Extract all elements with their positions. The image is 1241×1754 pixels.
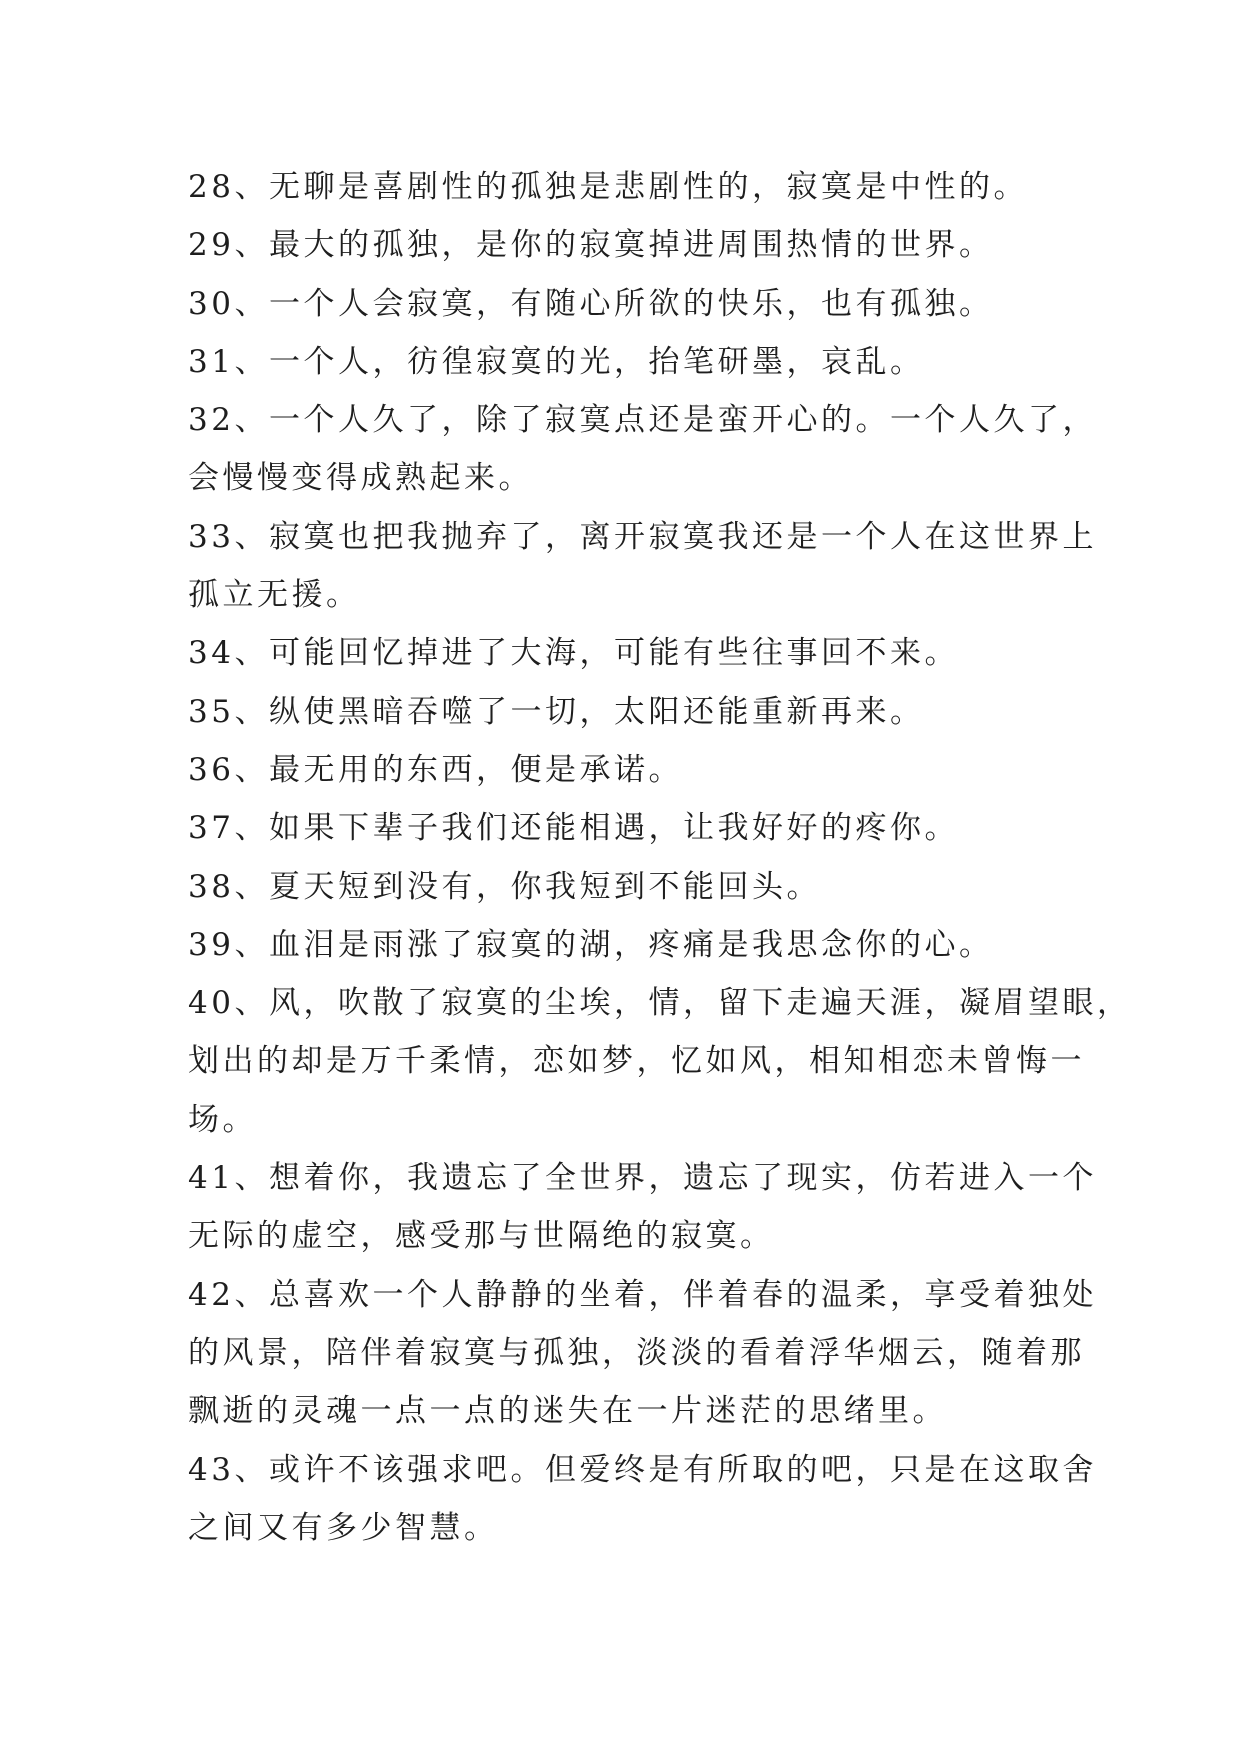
text-line: 35、纵使黑暗吞噬了一切，太阳还能重新再来。: [188, 693, 925, 730]
text-line: 32、一个人久了，除了寂寞点还是蛮开心的。一个人久了，: [188, 402, 1097, 439]
text-line: 孤立无援。: [188, 577, 361, 614]
text-line: 的风景，陪伴着寂寞与孤独，淡淡的看着浮华烟云，随着那: [188, 1334, 1085, 1371]
text-line: 会慢慢变得成熟起来。: [188, 460, 533, 497]
text-line: 33、寂寞也把我抛弃了，离开寂寞我还是一个人在这世界上: [188, 518, 1097, 555]
text-line: 40、风，吹散了寂寞的尘埃，情，留下走遍天涯，凝眉望眼，: [188, 985, 1132, 1022]
text-line: 飘逝的灵魂一点一点的迷失在一片迷茫的思绪里。: [188, 1393, 947, 1430]
text-line: 41、想着你，我遗忘了全世界，遗忘了现实，仿若进入一个: [188, 1160, 1097, 1197]
text-line: 无际的虚空，感受那与世隔绝的寂寞。: [188, 1218, 775, 1255]
text-line: 39、血泪是雨涨了寂寞的湖，疼痛是我思念你的心。: [188, 926, 994, 963]
text-line: 43、或许不该强求吧。但爱终是有所取的吧，只是在这取舍: [188, 1451, 1097, 1488]
text-line: 30、一个人会寂寞，有随心所欲的快乐，也有孤独。: [188, 285, 994, 322]
text-line: 场。: [188, 1101, 257, 1138]
text-line: 31、一个人，彷徨寂寞的光，抬笔研墨，哀乱。: [188, 343, 925, 380]
text-line: 之间又有多少智慧。: [188, 1509, 499, 1546]
text-line: 42、总喜欢一个人静静的坐着，伴着春的温柔，享受着独处: [188, 1276, 1097, 1313]
text-line: 37、如果下辈子我们还能相遇，让我好好的疼你。: [188, 810, 959, 847]
text-line: 38、夏天短到没有，你我短到不能回头。: [188, 868, 821, 905]
text-line: 36、最无用的东西，便是承诺。: [188, 751, 683, 788]
text-line: 划出的却是万千柔情，恋如梦，忆如风，相知相恋未曾悔一: [188, 1043, 1085, 1080]
text-line: 34、可能回忆掉进了大海，可能有些往事回不来。: [188, 635, 959, 672]
text-line: 29、最大的孤独，是你的寂寞掉进周围热情的世界。: [188, 227, 994, 264]
text-line: 28、无聊是喜剧性的孤独是悲剧性的，寂寞是中性的。: [188, 169, 1028, 205]
document-body: [188, 158, 1132, 1557]
